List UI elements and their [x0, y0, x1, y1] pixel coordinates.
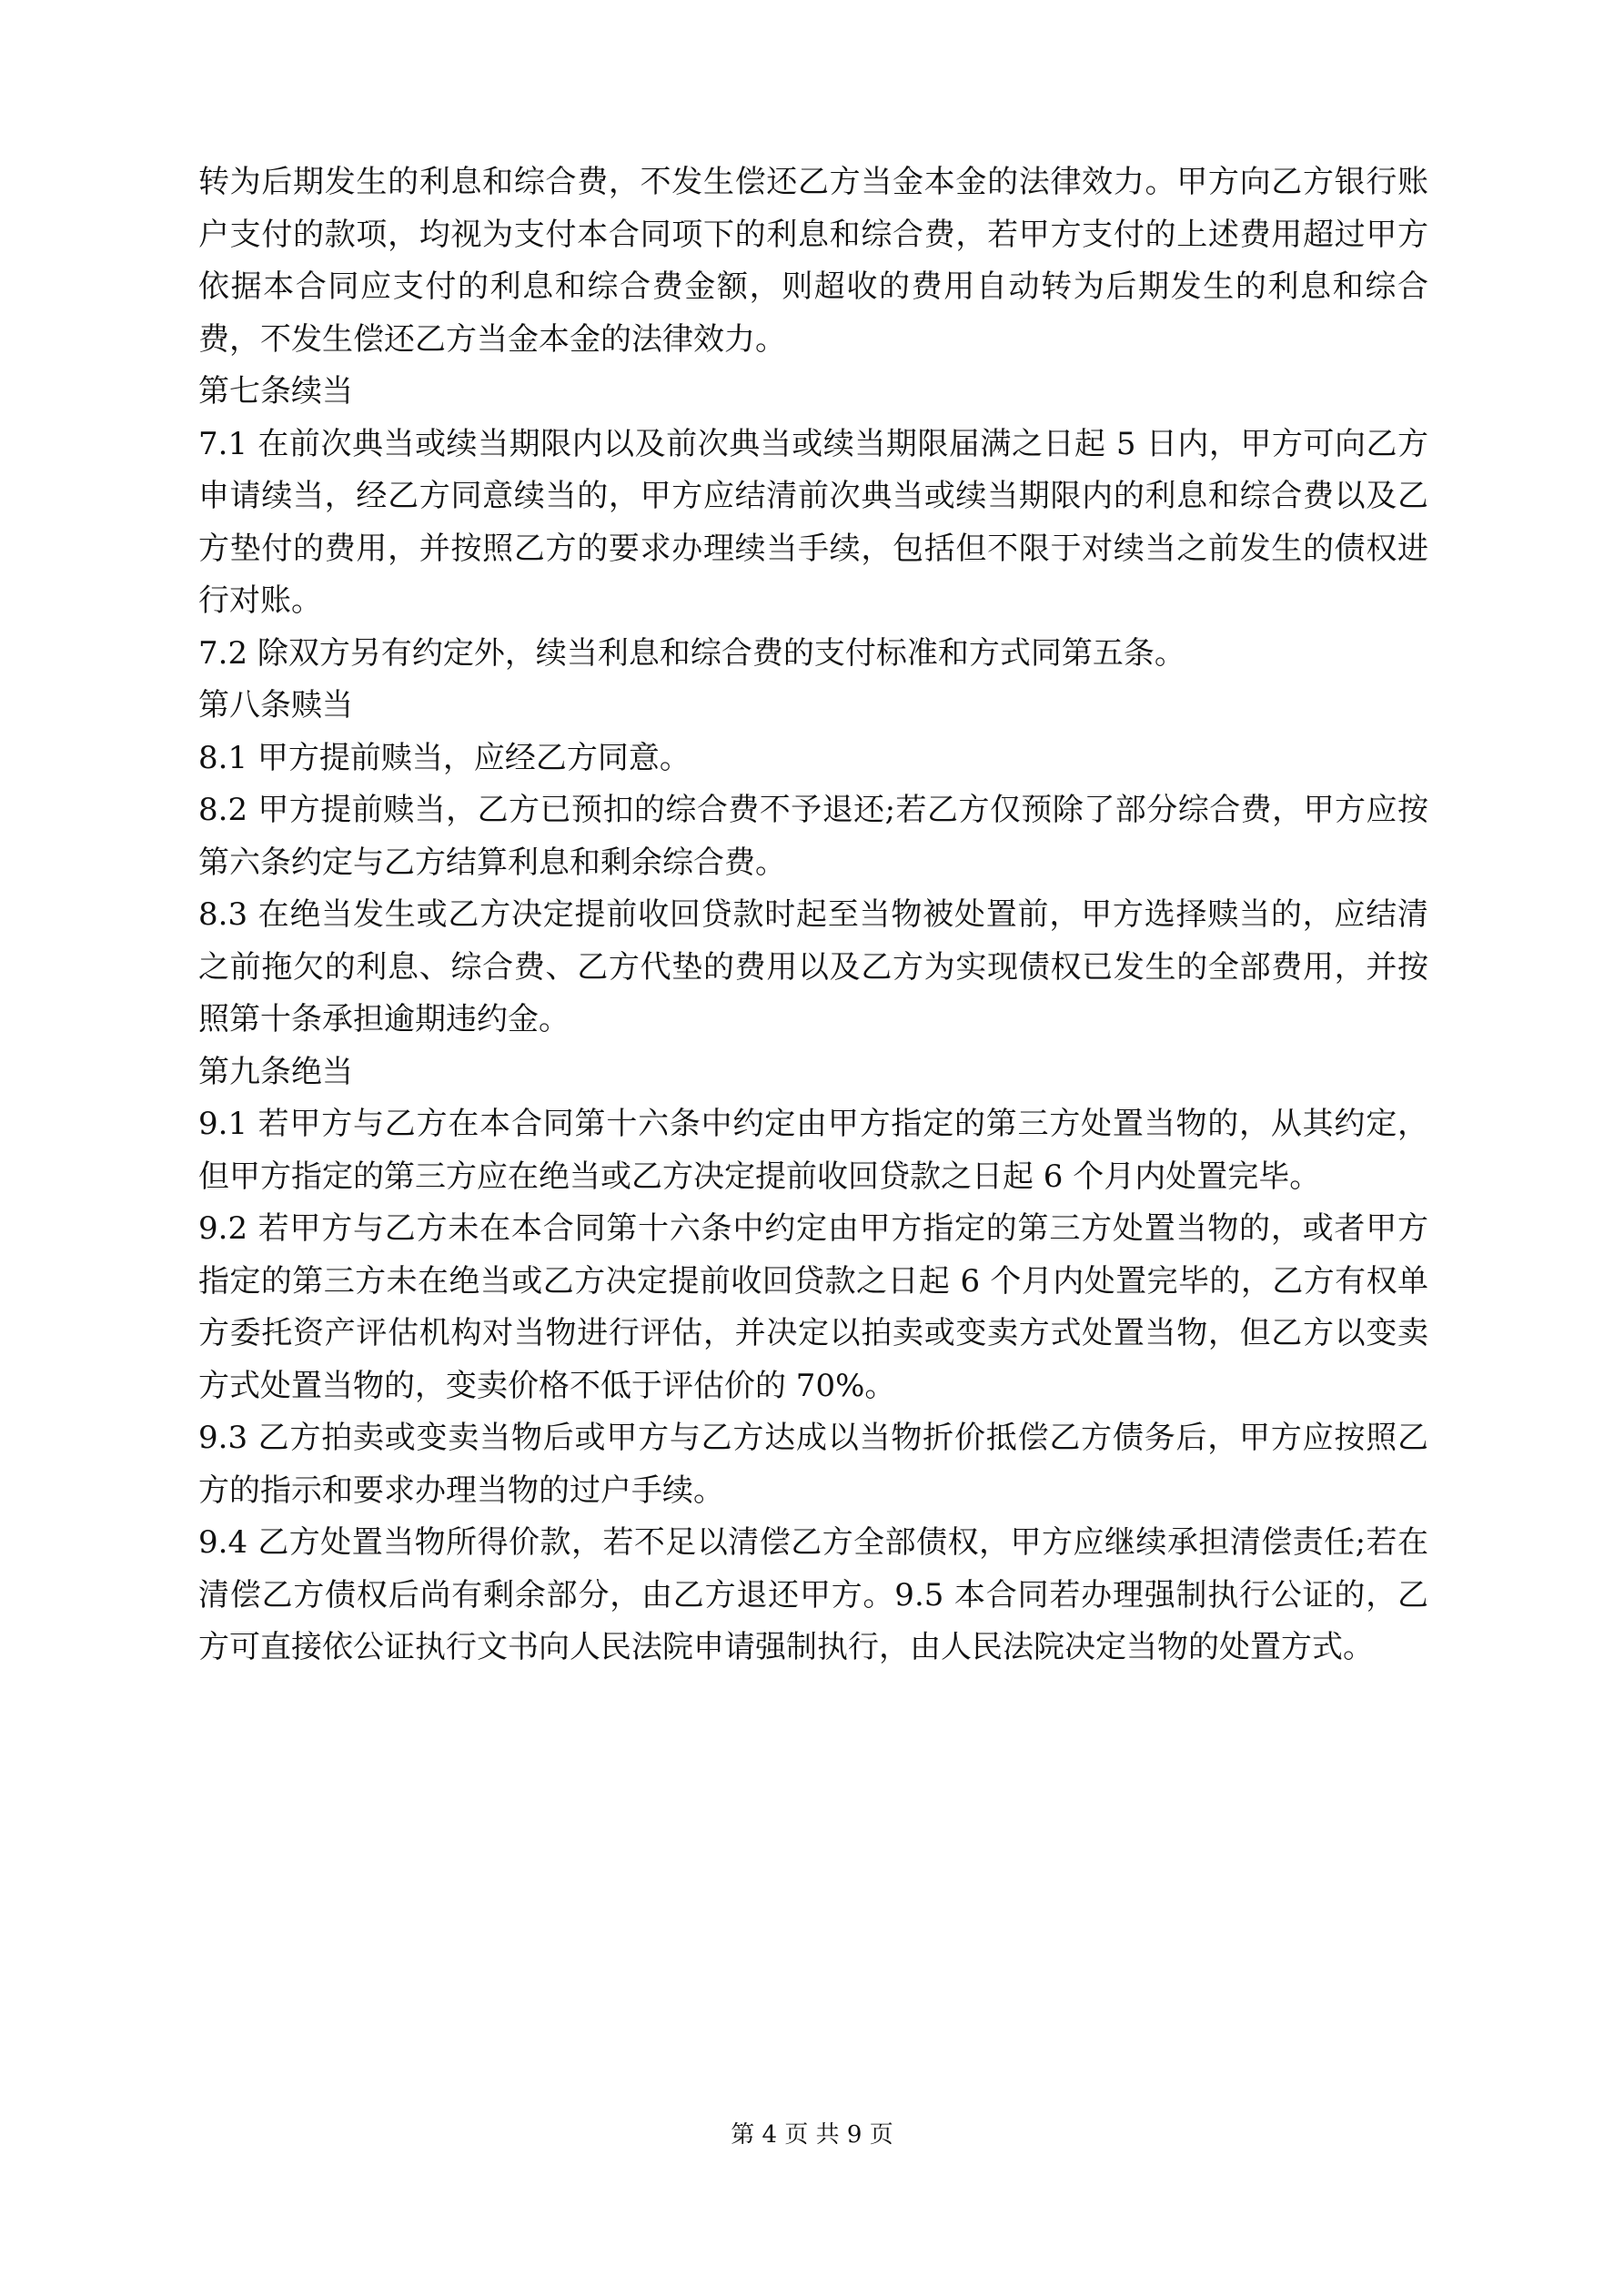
clause-9-1: 9.1 若甲方与乙方在本合同第十六条中约定由甲方指定的第三方处置当物的，从其约定，但甲方指定的第三方应在绝当或乙方决定提前收回贷款之日起 6 个月内处置完毕。 [198, 1106, 1428, 1195]
page-number-footer: 第 4 页 共 9 页 [731, 2121, 893, 2149]
clause-9-3: 9.3 乙方拍卖或变卖当物后或甲方与乙方达成以当物折价抵偿乙方债务后，甲方应按照乙方的指示和要求办理当物的过户手续。 [198, 1420, 1428, 1509]
clause-9-4-9-5: 9.4 乙方处置当物所得价款，若不足以清偿乙方全部债权，甲方应继续承担清偿责任;若在清偿乙方债权后尚有剩余部分，由乙方退还甲方。9.5 本合同若办理强制执行公证的，乙方可直接依公证执行文书向人民法院申请强制执行，由人民法院决定当物的处置方式。 [198, 1524, 1428, 1665]
paragraph-continuation: 转为后期发生的利息和综合费，不发生偿还乙方当金本金的法律效力。甲方向乙方银行账户支付的款项，均视为支付本合同项下的利息和综合费，若甲方支付的上述费用超过甲方依据本合同应支付的利息和综合费金额，则超收的费用自动转为后期发生的利息和综合费，不发生偿还乙方当金本金的法律效力。 [198, 164, 1428, 358]
clause-7-2: 7.2 除双方另有约定外，续当利息和综合费的支付标准和方式同第五条。 [198, 634, 1185, 672]
clause-8-3: 8.3 在绝当发生或乙方决定提前收回贷款时起至当物被处置前，甲方选择赎当的，应结清之前拖欠的利息、综合费、乙方代垫的费用以及乙方为实现债权已发生的全部费用，并按照第十条承担逾期违约金。 [198, 896, 1428, 1037]
clause-9-2: 9.2 若甲方与乙方未在本合同第十六条中约定由甲方指定的第三方处置当物的，或者甲方指定的第三方未在绝当或乙方决定提前收回贷款之日起 6 个月内处置完毕的，乙方有权单方委托资产评估机构对当物进行评估，并决定以拍卖或变卖方式处置当物，但乙方以变卖方式处置当物的，变卖价格不低于评估价的 70%。 [198, 1210, 1428, 1404]
clause-8-1: 8.1 甲方提前赎当，应经乙方同意。 [198, 739, 691, 776]
document-body [198, 157, 1428, 1674]
clause-7-1: 7.1 在前次典当或续当期限内以及前次典当或续当期限届满之日起 5 日内，甲方可向乙方申请续当，经乙方同意续当的，甲方应结清前次典当或续当期限内的利息和综合费以及乙方垫付的费用，并按照乙方的要求办理续当手续，包括但不限于对续当之前发生的债权进行对账。 [198, 425, 1428, 619]
clause-8-2: 8.2 甲方提前赎当，乙方已预扣的综合费不予退还;若乙方仅预除了部分综合费，甲方应按第六条约定与乙方结算利息和剩余综合费。 [198, 792, 1428, 881]
heading-article-7: 第七条续当 [198, 373, 353, 410]
heading-article-9: 第九条绝当 [198, 1053, 353, 1090]
heading-article-8: 第八条赎当 [198, 687, 353, 723]
